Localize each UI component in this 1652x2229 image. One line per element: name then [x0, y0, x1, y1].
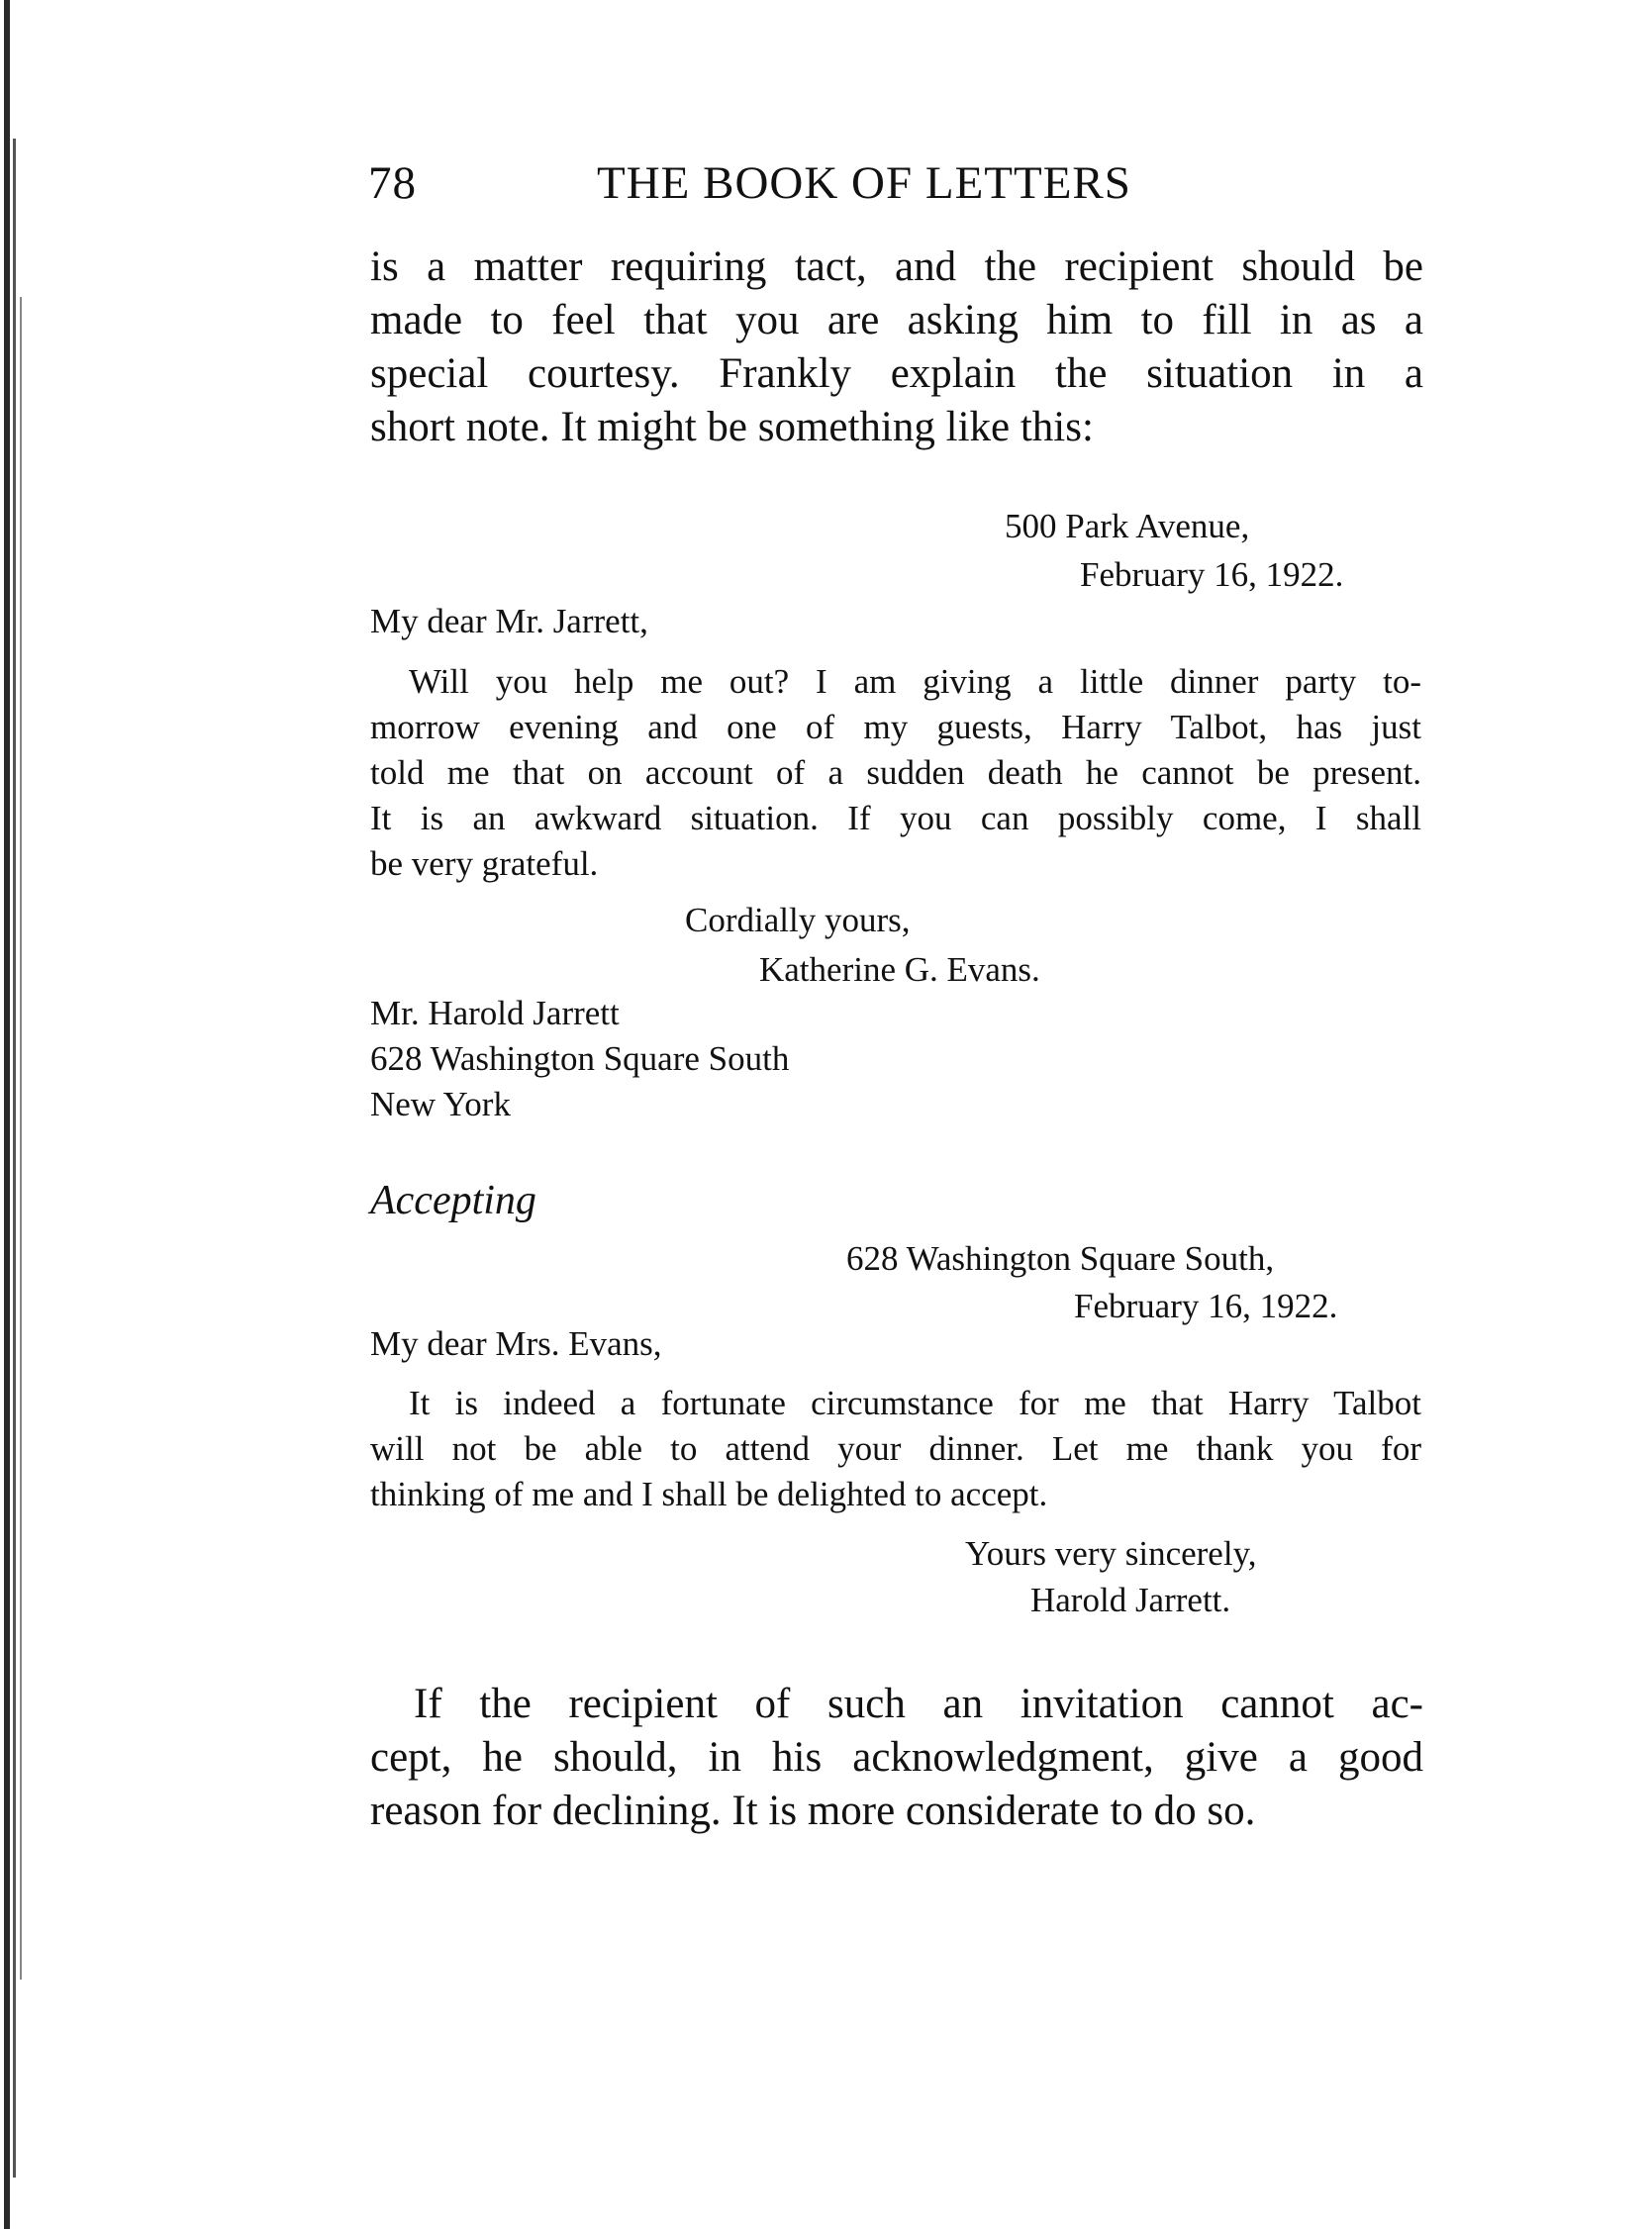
page-number: 78 [368, 157, 417, 209]
letter-salutation: My dear Mr. Jarrett, [370, 602, 648, 640]
text-line: told me that on account of a sudden death he cannot be present. [370, 753, 1421, 792]
closing-paragraph [370, 1678, 1423, 1838]
binding-shadow [13, 139, 16, 2178]
recipient-line: 628 Washington Square South [370, 1039, 790, 1078]
recipient-line: Mr. Harold Jarrett [370, 994, 620, 1032]
letter-salutation: My dear Mrs. Evans, [370, 1324, 662, 1363]
book-binding-edge [0, 0, 30, 2229]
letter-closing: Cordially yours, [685, 901, 911, 939]
binding-shadow [20, 297, 22, 1980]
letter-body [370, 1381, 1421, 1517]
letter-signature: Katherine G. Evans. [759, 950, 1040, 989]
letter-address: 500 Park Avenue, [1005, 507, 1250, 545]
section-subheading: Accepting [370, 1178, 536, 1223]
letter-date: February 16, 1922. [1074, 1287, 1338, 1325]
text-line: morrow evening and one of my guests, Harry Talbot, has just [370, 708, 1421, 746]
text-line: cept, he should, in his acknowledgment, give a good [370, 1734, 1423, 1781]
text-line: special courtesy. Frankly explain the situation in a [370, 350, 1423, 397]
letter-address: 628 Washington Square South, [846, 1239, 1275, 1278]
binding-shadow [4, 0, 10, 2229]
letter-closing: Yours very sincerely, [965, 1534, 1257, 1573]
letter-signature: Harold Jarrett. [1030, 1581, 1231, 1619]
text-line: If the recipient of such an invitation cannot ac- [414, 1681, 1423, 1727]
text-line: will not be able to attend your dinner. Let me thank you for [370, 1429, 1421, 1468]
text-line: reason for declining. It is more considerate to do so. [370, 1788, 1256, 1834]
text-line: be very grateful. [370, 844, 599, 883]
text-line: is a matter requiring tact, and the recipient should be [370, 243, 1423, 290]
letter-body [370, 659, 1421, 887]
running-head-title: THE BOOK OF LETTERS [597, 157, 1131, 209]
recipient-line: New York [370, 1085, 511, 1123]
text-line: It is indeed a fortunate circumstance for me that Harry Talbot [409, 1384, 1421, 1422]
text-line: made to feel that you are asking him to fill in as a [370, 297, 1423, 343]
intro-paragraph [370, 241, 1423, 454]
text-line: It is an awkward situation. If you can possibly come, I shall [370, 799, 1421, 837]
letter-date: February 16, 1922. [1080, 555, 1344, 594]
text-line: short note. It might be something like this: [370, 404, 1094, 450]
text-line: thinking of me and I shall be delighted to accept. [370, 1475, 1048, 1513]
text-line: Will you help me out? I am giving a little dinner party to- [409, 662, 1421, 701]
